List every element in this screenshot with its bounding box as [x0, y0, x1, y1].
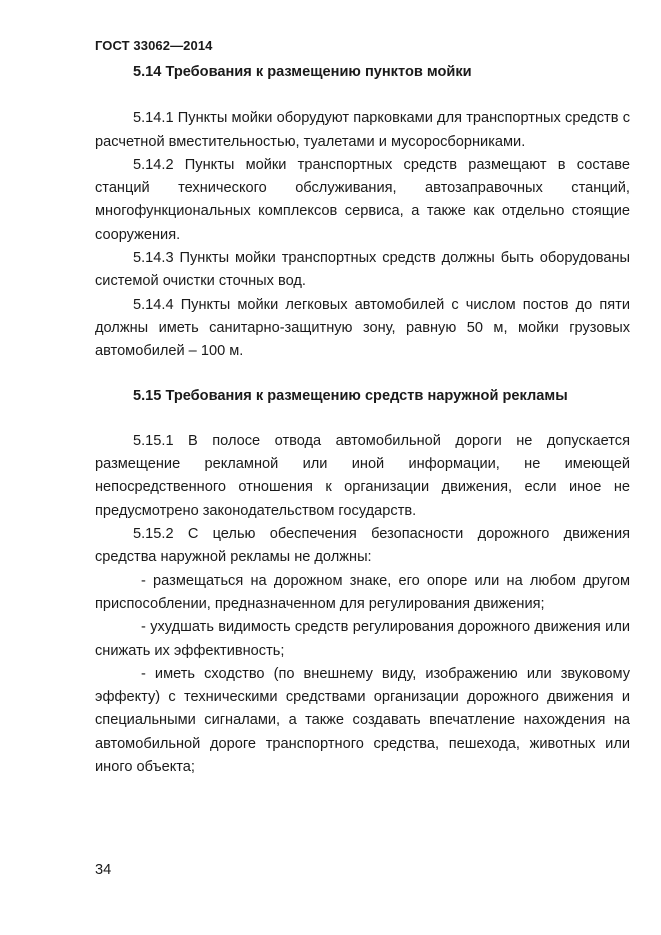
page-content — [95, 61, 630, 779]
paragraph-5-15-2: 5.15.2 С целью обеспечения безопасности дорожного движения средства наружной рекламы не должны: — [95, 526, 630, 566]
standard-designation: ГОСТ 33062—2014 — [95, 38, 213, 53]
section-heading-5-15: 5.15 Требования к размещению средств наружной рекламы — [133, 387, 568, 404]
page-number: 34 — [95, 862, 112, 878]
paragraph-5-14-3: 5.14.3 Пункты мойки транспортных средств должны быть оборудованы системой очистки сточных вод. — [95, 250, 630, 290]
paragraph-5-14-4: 5.14.4 Пункты мойки легковых автомобилей с числом постов до пяти должны иметь санитарно-защитную зону, равную 50 м, мойки грузовых автомобилей – 100 м. — [95, 296, 630, 360]
list-item: - ухудшать видимость средств регулирования дорожного движения или снижать их эффективность; — [95, 619, 630, 659]
list-item: - иметь сходство (по внешнему виду, изображению или звуковому эффекту) с техническими средствами организации дорожного движения и специальными сигналами, а также создавать впечатление нахождения на автомобильной дороге транспортного средства, пешехода, животных или иного объекта; — [95, 665, 630, 776]
paragraph-5-14-2: 5.14.2 Пункты мойки транспортных средств размещают в составе станций технического обслуживания, автозаправочных станций, многофункциональных комплексов сервиса, а также как отдельно стоящие сооружения. — [95, 156, 630, 243]
list-item: - размещаться на дорожном знаке, его опоре или на любом другом приспособлении, предназначенном для регулирования движения; — [95, 572, 630, 612]
section-heading-5-14: 5.14 Требования к размещению пунктов мойки — [133, 64, 472, 80]
paragraph-5-15-1: 5.15.1 В полосе отвода автомобильной дороги не допускается размещение рекламной или иной информации, не имеющей непосредственного отношения к организации движения, если иное не предусмотрено законодательством государств. — [95, 432, 630, 519]
paragraph-5-14-1: 5.14.1 Пункты мойки оборудуют парковками для транспортных средств с расчетной вместительностью, туалетами и мусоросборниками. — [95, 110, 630, 150]
